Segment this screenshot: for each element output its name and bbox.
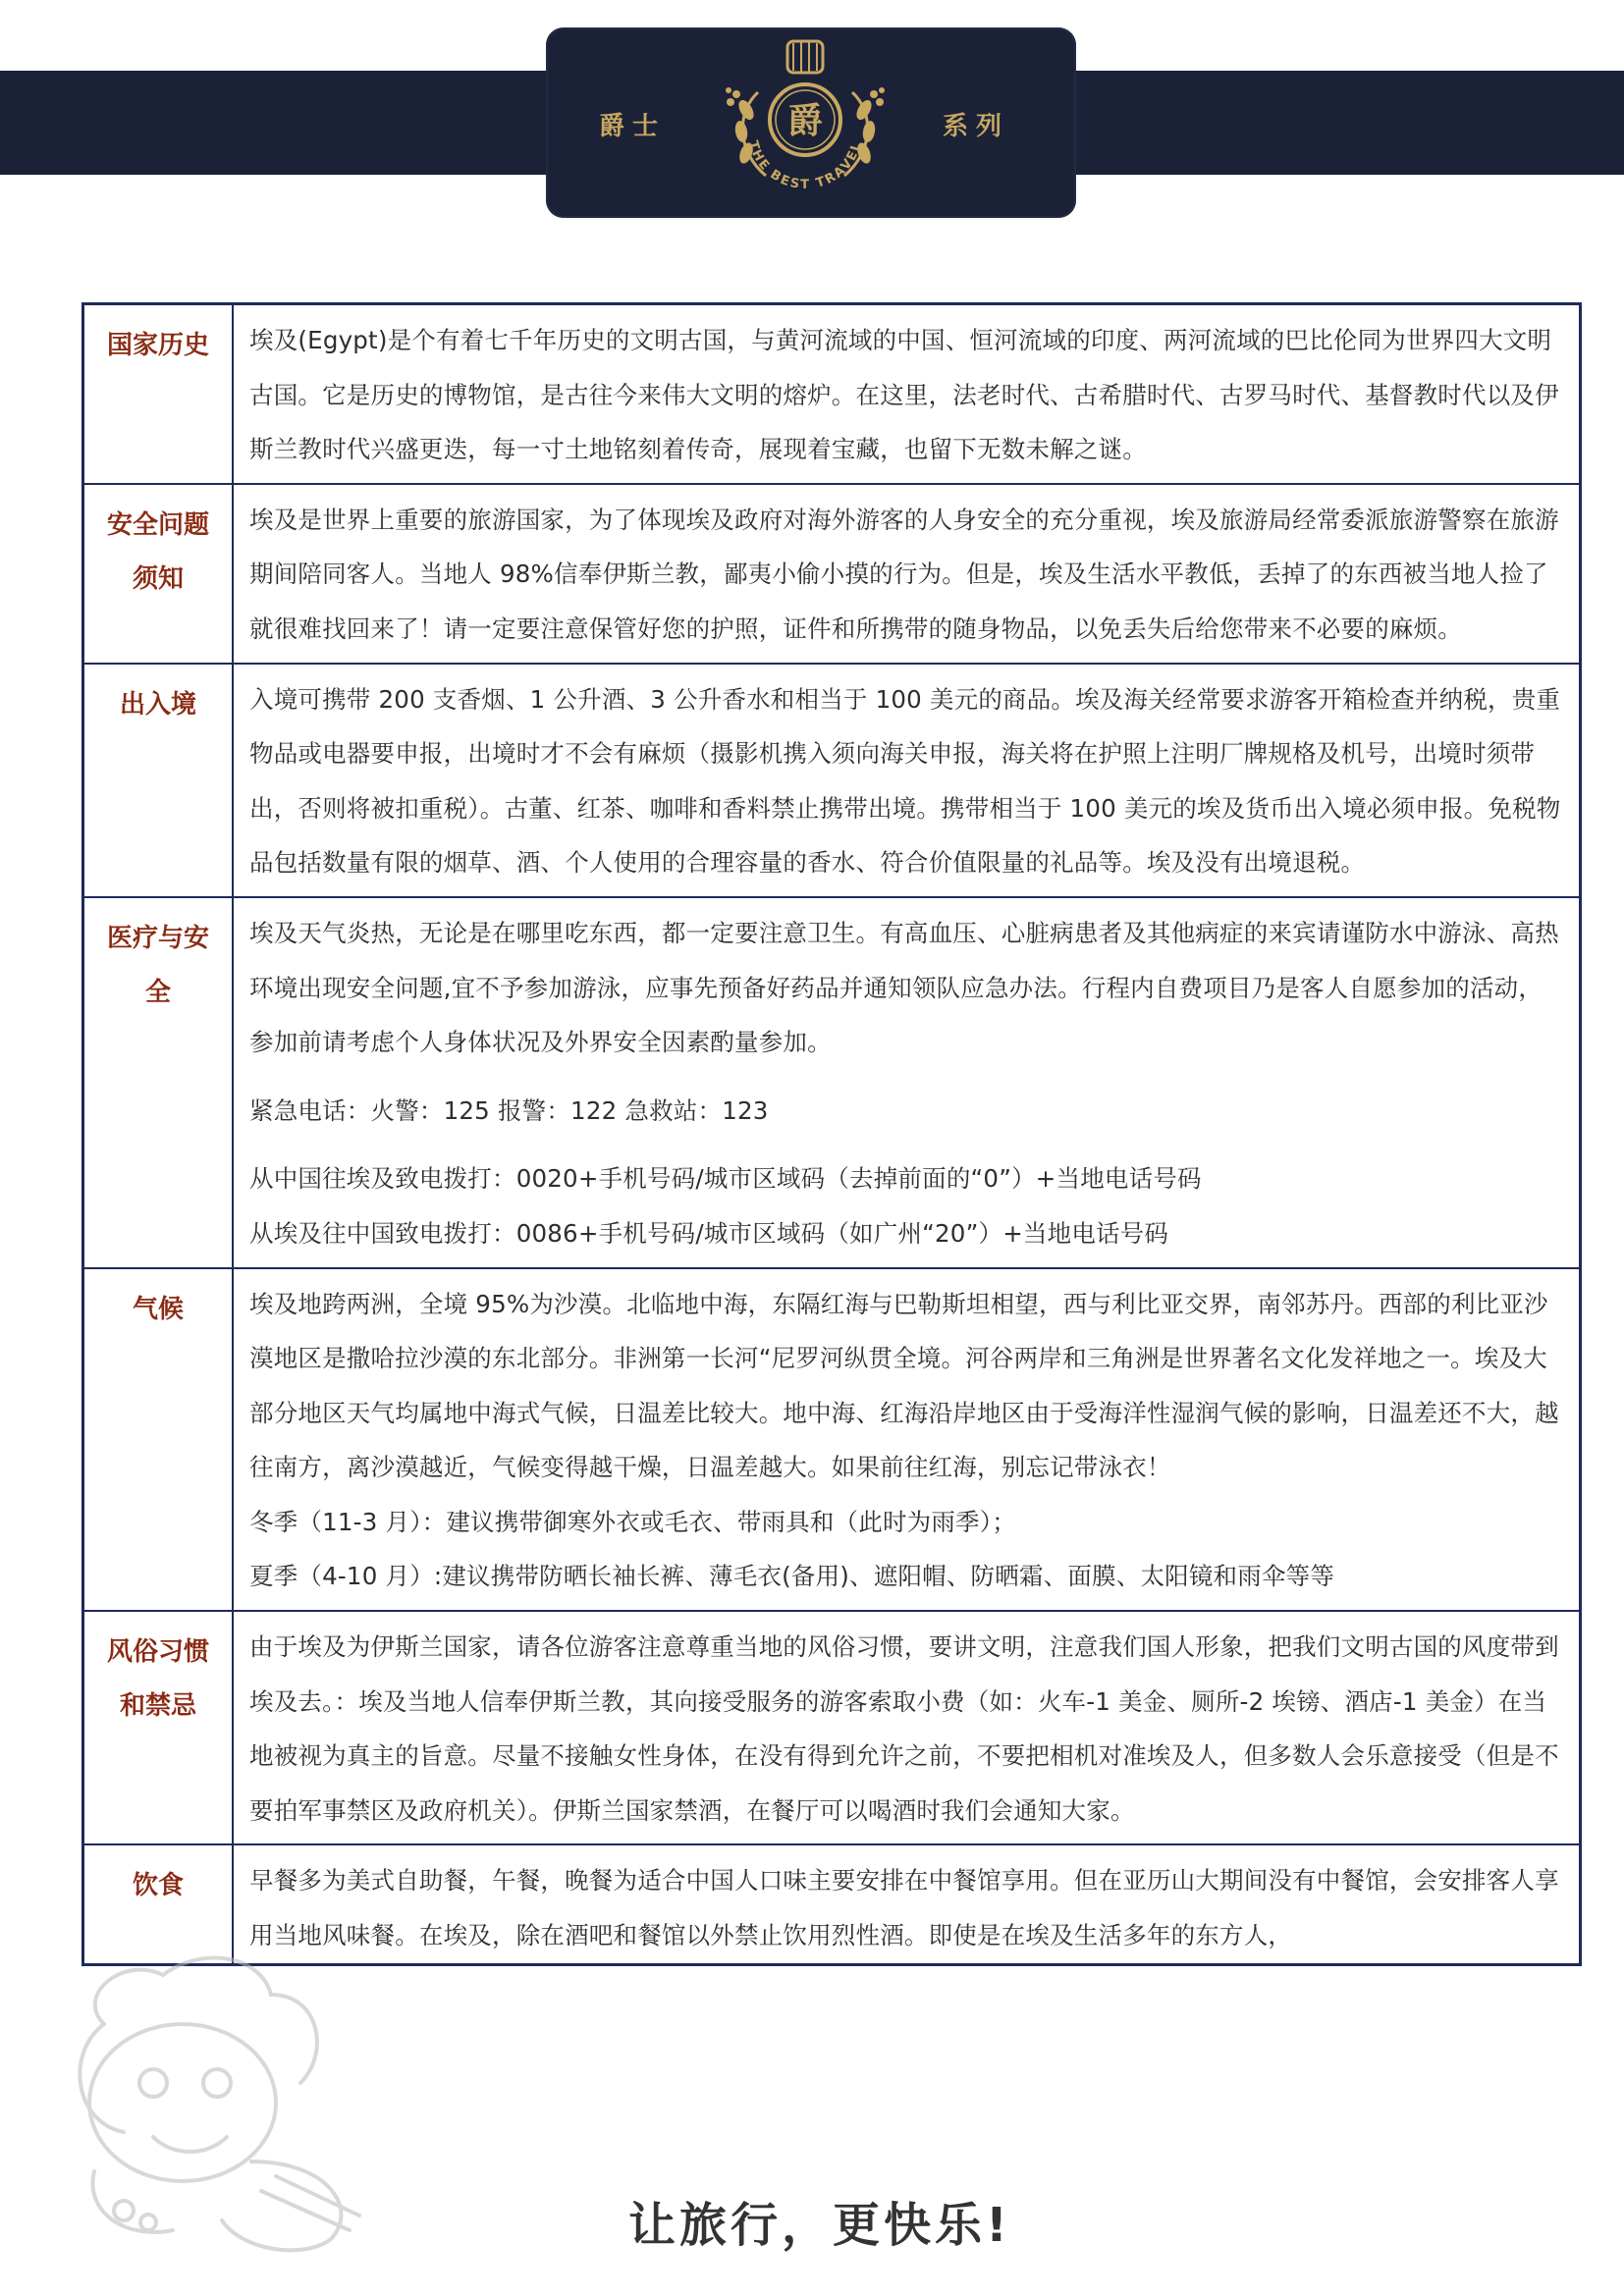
safety-text: 埃及是世界上重要的旅游国家，为了体现埃及政府对海外游客的人身安全的充分重视，埃及旅游局经常委派旅游警察在旅游期间陪同客人。当地人 98%信奉伊斯兰教，鄙夷小偷小摸的行为。但是，埃及生活水平教低，丢掉了的东西被当地人捡了就很难找回来了！请一定要注意保管好您的护照，证件和所携带的随身物品，以免丢失后给您带来不必要的麻烦。 xyxy=(249,505,1559,643)
row-label-cell xyxy=(83,664,234,897)
taboos-text: 由于埃及为伊斯兰国家，请各位游客注意尊重当地的风俗习惯，要讲文明，注意我们国人形象，把我们文明古国的风度带到埃及去。：埃及当地人信奉伊斯兰教，其向接受服务的游客索取小费（如：火车-1 美金、厕所-2 埃镑、酒店-1 美金）在当地被视为真主的旨意。尽量不接触女性身体，在没有得到允许之前，不要把相机对准埃及人，但多数人会乐意接受（但是不要拍军事禁区及政府机关）。伊斯兰国家禁酒，在餐厅可以喝酒时我们会通知大家。 xyxy=(249,1632,1559,1825)
footer-slogan: 让旅行，更快乐! xyxy=(628,2198,1011,2253)
customs-text: 入境可携带 200 支香烟、1 公升酒、3 公升香水和相当于 100 美元的商品。埃及海关经常要求游客开箱检查并纳税，贵重物品或电器要申报，出境时才不会有麻烦（摄影机携入须向海关申报，海关将在护照上注明厂牌规格及机号，出境时须带出，否则将被扣重税）。古董、红茶、咖啡和香料禁止携带出境。携带相当于 100 美元的埃及货币出入境必须申报。免税物品包括数量有限的烟草、酒、个人使用的合理容量的香水、符合价值限量的礼品等。埃及没有出境退税。 xyxy=(249,684,1561,878)
row-label-climate: 气候 xyxy=(132,1294,184,1324)
row-content-cell xyxy=(233,484,1581,664)
row-content-cell xyxy=(233,1268,1581,1612)
mascot-watermark-logo xyxy=(35,1936,389,2260)
climate-text: 埃及地跨两洲，全境 95%为沙漠。北临地中海，东隔红海与巴勒斯坦相望，西与利比亚交界，南邻苏丹。西部的利比亚沙漠地区是撒哈拉沙漠的东北部分。非洲第一长河“尼罗河纵贯全境。河谷两岸和三角洲是世界著名文化发祥地之一。埃及大部分地区天气均属地中海式气候，日温差比较大。地中海、红海沿岸地区由于受海洋性湿润气候的影响，日温差还不大，越往南方，离沙漠越近，气候变得越干燥，日温差越大。如果前往红海，别忘记带泳衣！ xyxy=(249,1289,1559,1482)
badge-right-text: 系列 xyxy=(943,112,1010,141)
emblem-character: 爵 xyxy=(786,100,824,141)
row-safety xyxy=(83,484,1581,664)
row-label-taboos: 风俗习惯和禁忌 xyxy=(106,1637,209,1722)
dial-egypt-to-china: 从埃及往中国致电拨打：0086+手机号码/城市区域码（如广州“20”）+当地电话号码 xyxy=(249,1218,1169,1248)
history-text: 埃及(Egypt)是个有着七千年历史的文明古国，与黄河流域的中国、恒河流域的印度、两河流域的巴比伦同为世界四大文明古国。它是历史的博物馆，是古往今来伟大文明的熔炉。在这里，法老时代、古希腊时代、古罗马时代、基督教时代以及伊斯兰教时代兴盛更迭，每一寸土地铭刻着传奇，展现着宝藏，也留下无数未解之谜。 xyxy=(249,326,1559,464)
medical-text: 埃及天气炎热，无论是在哪里吃东西，都一定要注意卫生。有高血压、心脏病患者及其他病症的来宾请谨防水中游泳、高热环境出现安全问题,宜不予参加游泳，应事先预备好药品并通知领队应急办法。行程内自费项目乃是客人自愿参加的活动，参加前请考虑个人身体状况及外界安全因素酌量参加。 xyxy=(249,918,1559,1057)
row-label-safety: 安全问题须知 xyxy=(106,509,209,594)
row-label-cell xyxy=(83,1268,234,1612)
brand-emblem-logo xyxy=(707,33,903,210)
row-label-food: 饮食 xyxy=(132,1871,184,1901)
row-climate xyxy=(83,1268,1581,1612)
winter-advice: 冬季（11-3 月）：建议携带御寒外衣或毛衣、带雨具和（此时为雨季）； xyxy=(249,1507,1016,1536)
row-label-cell xyxy=(83,304,234,484)
row-label-cell xyxy=(83,897,234,1268)
row-customs-taboos xyxy=(83,1611,1581,1844)
row-content-cell xyxy=(233,1611,1581,1844)
summer-advice: 夏季（4-10 月）:建议携带防晒长袖长裤、薄毛衣(备用)、遮阳帽、防晒霜、面膜、太阳镜和雨伞等等 xyxy=(249,1562,1335,1591)
dial-china-to-egypt: 从中国往埃及致电拨打：0020+手机号码/城市区域码（去掉前面的“0”）+当地电话号码 xyxy=(249,1164,1202,1194)
row-medical xyxy=(83,897,1581,1268)
row-label-history: 国家历史 xyxy=(106,331,209,360)
badge-left-text: 爵士 xyxy=(599,112,667,141)
row-label-medical: 医疗与安全 xyxy=(106,923,209,1007)
row-history xyxy=(83,304,1581,484)
svg-text:THE BEST TRAVEL xyxy=(745,139,865,192)
row-content-cell xyxy=(233,1844,1581,1964)
emblem-ring-text: THE BEST TRAVEL xyxy=(744,138,866,193)
travel-info-table xyxy=(81,302,1582,1966)
row-label-cell xyxy=(83,1611,234,1844)
food-text: 早餐多为美式自助餐，午餐，晚餐为适合中国人口味主要安排在中餐馆享用。但在亚历山大期间没有中餐馆，会安排客人享用当地风味餐。在埃及，除在酒吧和餐馆以外禁止饮用烈性酒。即使是在埃及生活多年的东方人， xyxy=(249,1866,1559,1950)
row-customs xyxy=(83,664,1581,897)
emergency-numbers: 紧急电话：火警：125 报警：122 急救站：123 xyxy=(249,1095,769,1125)
row-content-cell xyxy=(233,897,1581,1268)
row-content-cell xyxy=(233,304,1581,484)
row-content-cell xyxy=(233,664,1581,897)
row-label-cell xyxy=(83,484,234,664)
row-label-customs: 出入境 xyxy=(119,689,196,720)
